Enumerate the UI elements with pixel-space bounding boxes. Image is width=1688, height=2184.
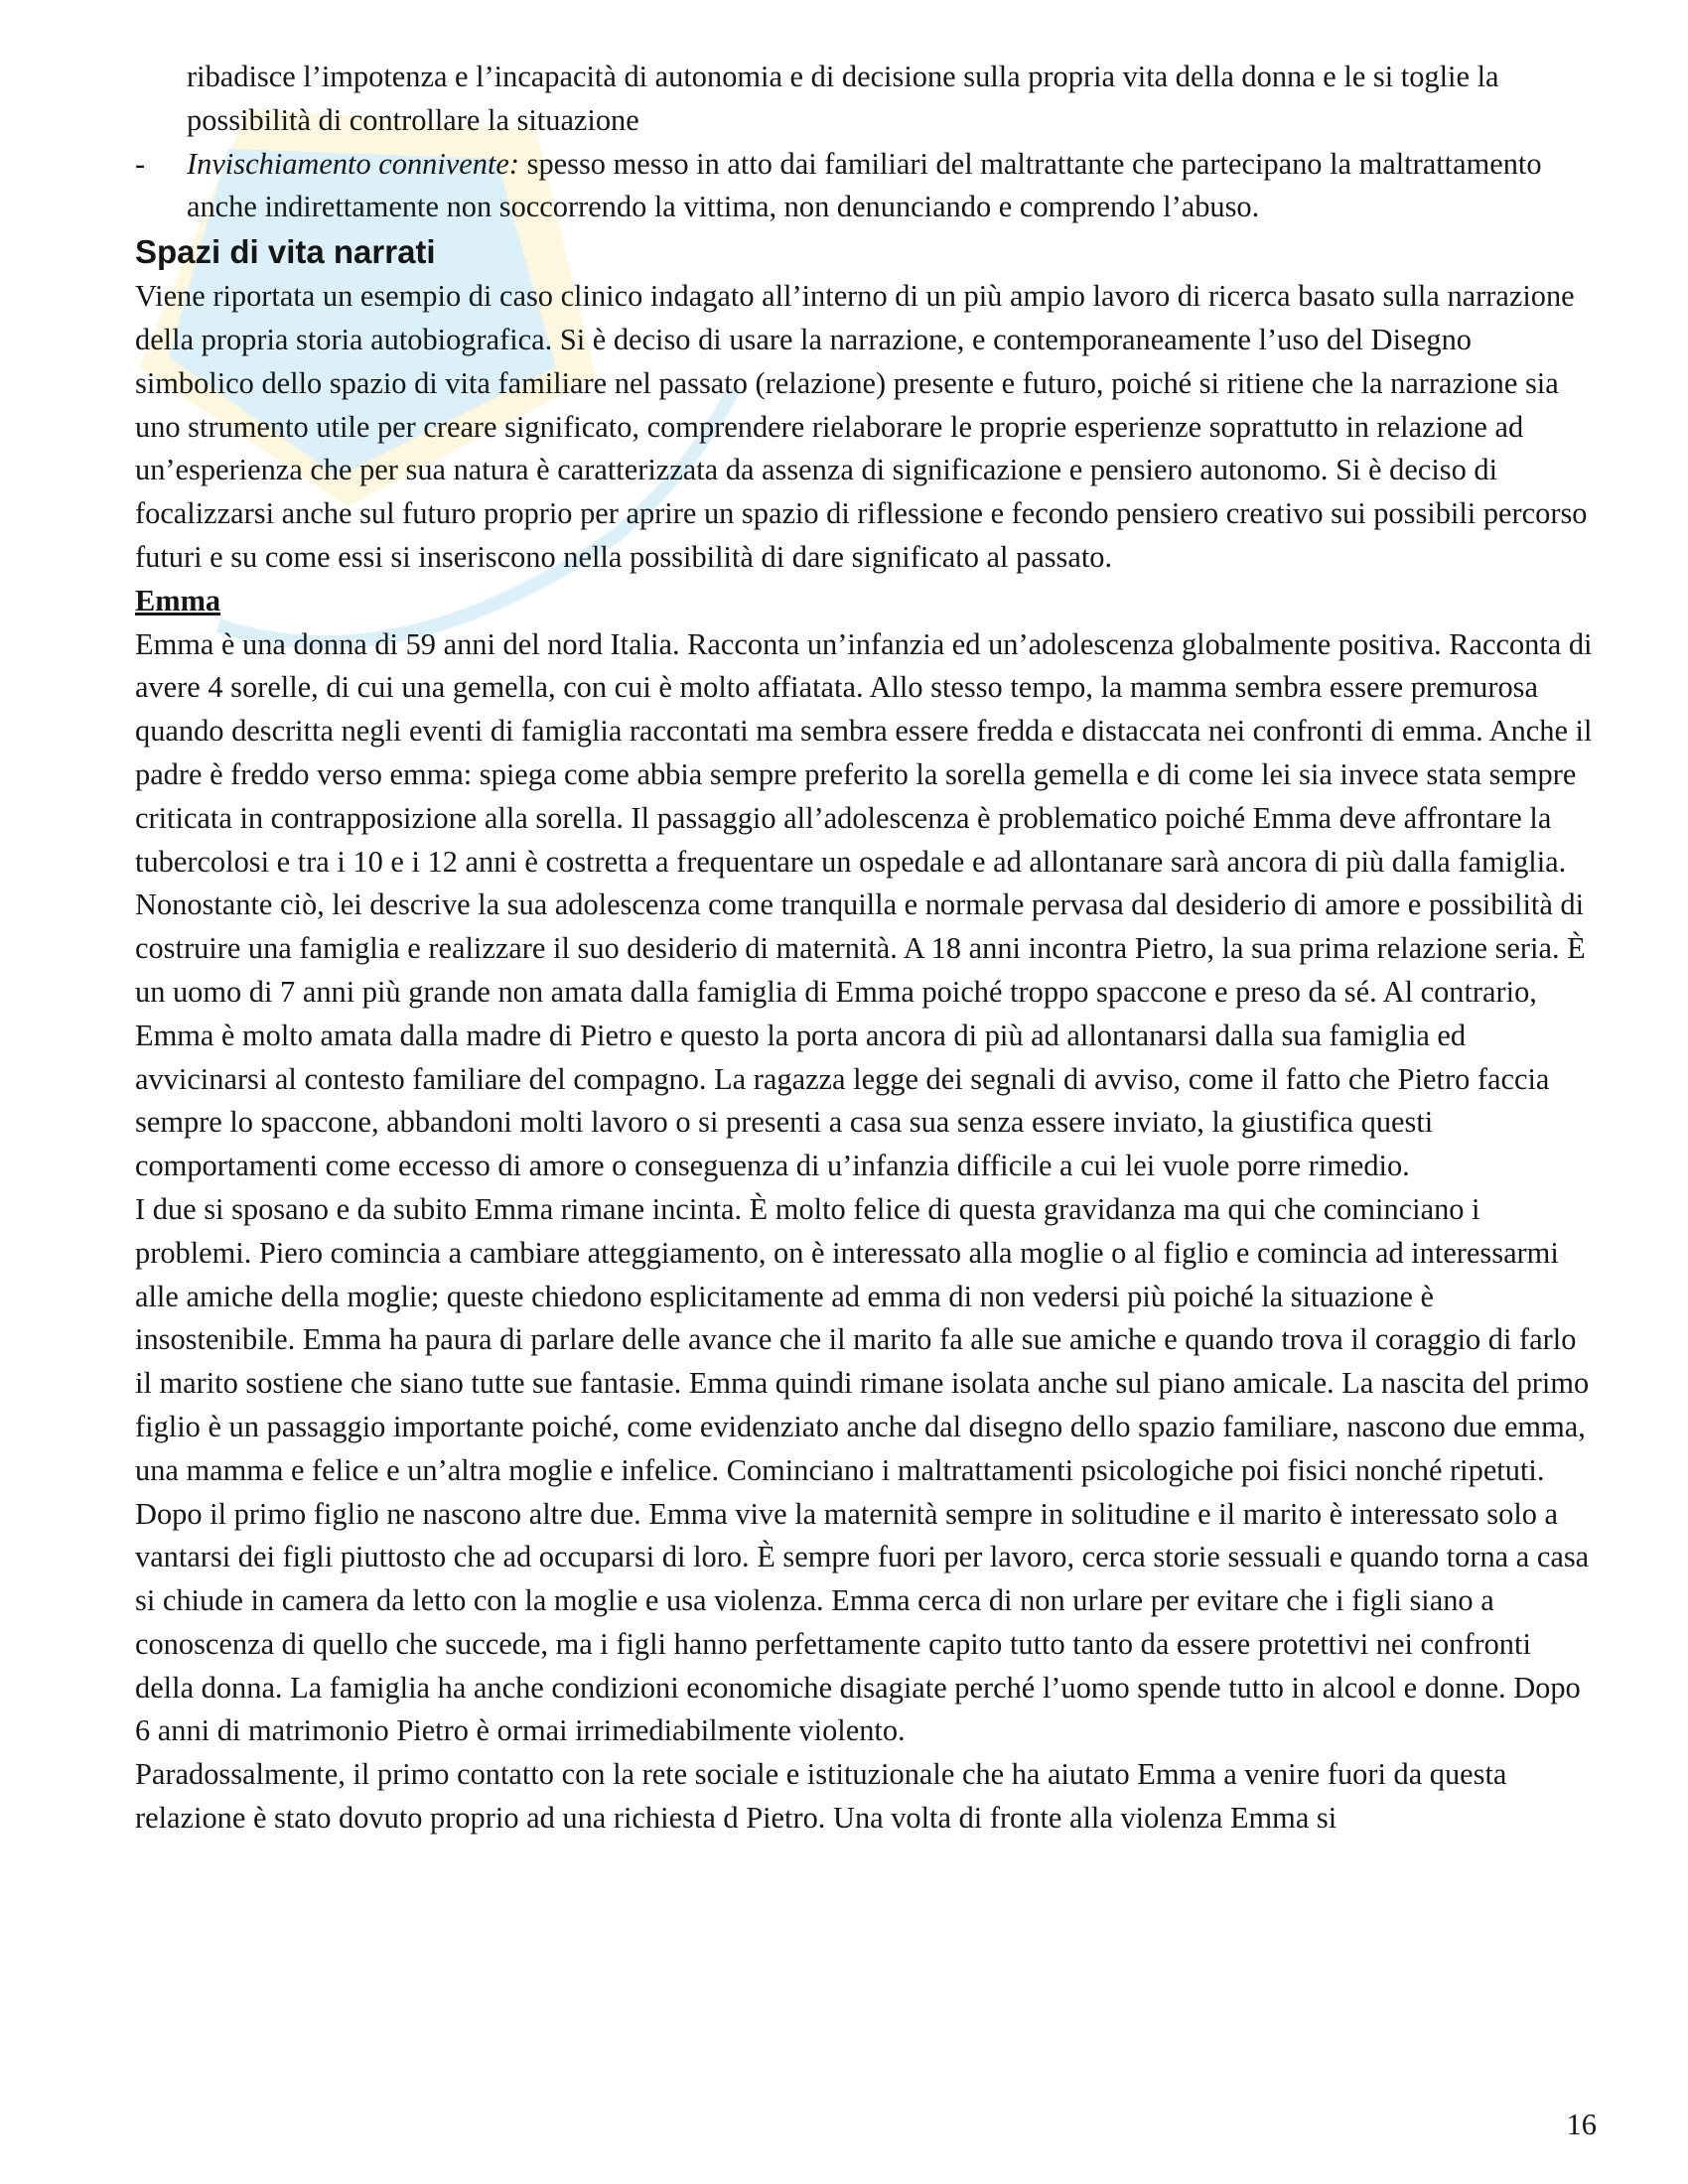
section-heading: Spazi di vita narrati	[135, 233, 436, 271]
body-paragraph: I due si sposano e da subito Emma rimane incinta. È molto felice di questa gravidanza ma qui che cominciano i problemi. Piero comincia a cambiare atteggiamento, on è interessato alla moglie o al figlio e comincia ad interessarmi alle amiche della moglie; queste chiedono esplicitamente ad emma di non vedersi più poiché la situazione è insostenibile. Emma ha paura di parlare delle avance che il marito fa alle sue amiche e quando trova il coraggio di farlo il marito sostiene che siano tutte sue fantasie. Emma quindi rimane isolata anche sul piano amicale. La nascita del primo figlio è un passaggio importante poiché, come evidenziato anche dal disegno dello spazio familiare, nascono due emma, una mamma e felice e un’altra moglie e infelice. Cominciano i maltrattamenti psicologiche poi fisici nonché ripetuti.	[135, 1191, 1590, 1487]
intro-paragraph: Viene riportata un esempio di caso clinico indagato all’interno di un più ampio lavoro di ricerca basato sulla narrazione della propria storia autobiografica. Si è deciso di usare la narrazione, e contemporaneamente l’uso del Disegno simbolico dello spazio di vita familiare nel passato (relazione) presente e futuro, poiché si ritiene che la narrazione sia uno strumento utile per creare significato, comprendere rielaborare le proprie esperienze soprattutto in relazione ad un’esperienza che per sua natura è caratterizzata da assenza di significazione e pensiero autonomo. Si è deciso di focalizzarsi anche sul futuro proprio per aprire un spazio di riflessione e fecondo pensiero creativo sui possibili percorso futuri e su come essi si inseriscono nella possibilità di dare significato al passato.	[135, 279, 1588, 574]
continued-text: ribadisce l’impotenza e l’incapacità di autonomia e di decisione sulla propria vita della donna e le si toglie la possibilità di controllare la situazione	[187, 60, 1499, 137]
case-heading: Emma	[135, 583, 221, 617]
list-item	[135, 143, 1595, 230]
page-number: 16	[1566, 2108, 1597, 2141]
body-paragraph: Emma è una donna di 59 anni del nord Italia. Racconta un’infanzia ed un’adolescenza globalmente positiva. Racconta di avere 4 sorelle, di cui una gemella, con cui è molto affiatata. Allo stesso tempo, la mamma sembra essere premurosa quando descritta negli eventi di famiglia raccontati ma sembra essere fredda e distaccata nei confronti di emma. Anche il padre è freddo verso emma: spiega come abbia sempre preferito la sorella gemella e di come lei sia invece stata sempre criticata in contrapposizione alla sorella. Il passaggio all’adolescenza è problematico poiché Emma deve affrontare la tubercolosi e tra i 10 e i 12 anni è costretta a frequentare un ospedale e ad allontanare sarà ancora di più dalla famiglia. Nonostante ciò, lei descrive la sua adolescenza come tranquilla e normale pervasa dal desiderio di amore e possibilità di costruire una famiglia e realizzare il suo desiderio di maternità. A 18 anni incontra Pietro, la sua prima relazione seria. È un uomo di 7 anni più grande non amata dalla famiglia di Emma poiché troppo spaccone e preso da sé. Al contrario, Emma è molto amata dalla madre di Pietro e questo la porta ancora di più ad allontanarsi dalla sua famiglia ed avvicinarsi al contesto familiare del compagno. La ragazza legge dei segnali di avviso, come il fatto che Pietro faccia sempre lo spaccone, abbandoni molti lavoro o si presenti a casa sua senza essere inviato, la giustifica questi comportamenti come eccesso di amore o conseguenza di u’infanzia difficile a cui lei vuole porre rimedio.	[135, 626, 1593, 1183]
body-paragraph: Dopo il primo figlio ne nascono altre due. Emma vive la maternità sempre in solitudine e il marito è interessato solo a vantarsi dei figli piuttosto che ad occuparsi di loro. È sempre fuori per lavoro, cerca storie sessuali e quando torna a casa si chiude in camera da letto con la moglie e usa violenza. Emma cerca di non urlare per evitare che i figli siano a conoscenza di quello che succede, ma i figli hanno perfettamente capito tutto tanto da essere protettivi nei confronti della donna. La famiglia ha anche condizioni economiche disagiate perché l’uomo spende tutto in alcool e donne. Dopo 6 anni di matrimonio Pietro è ormai irrimediabilmente violento.	[135, 1496, 1590, 1748]
document-page	[135, 56, 1595, 1841]
list-item-text: spesso messo in atto dai familiari del maltrattante che partecipano la maltrattamento anche indirettamente non soccorrendo la vittima, non denunciando e comprendo l’abuso.	[187, 146, 1542, 224]
list-dash: -	[135, 146, 146, 181]
body-paragraph: Paradossalmente, il primo contatto con la rete sociale e istituzionale che ha aiutato Emma a venire fuori da questa relazione è stato dovuto proprio ad una richiesta d Pietro. Una volta di fronte alla violenza Emma si	[135, 1757, 1507, 1836]
list-item-term: Invischiamento connivente:	[187, 146, 520, 181]
